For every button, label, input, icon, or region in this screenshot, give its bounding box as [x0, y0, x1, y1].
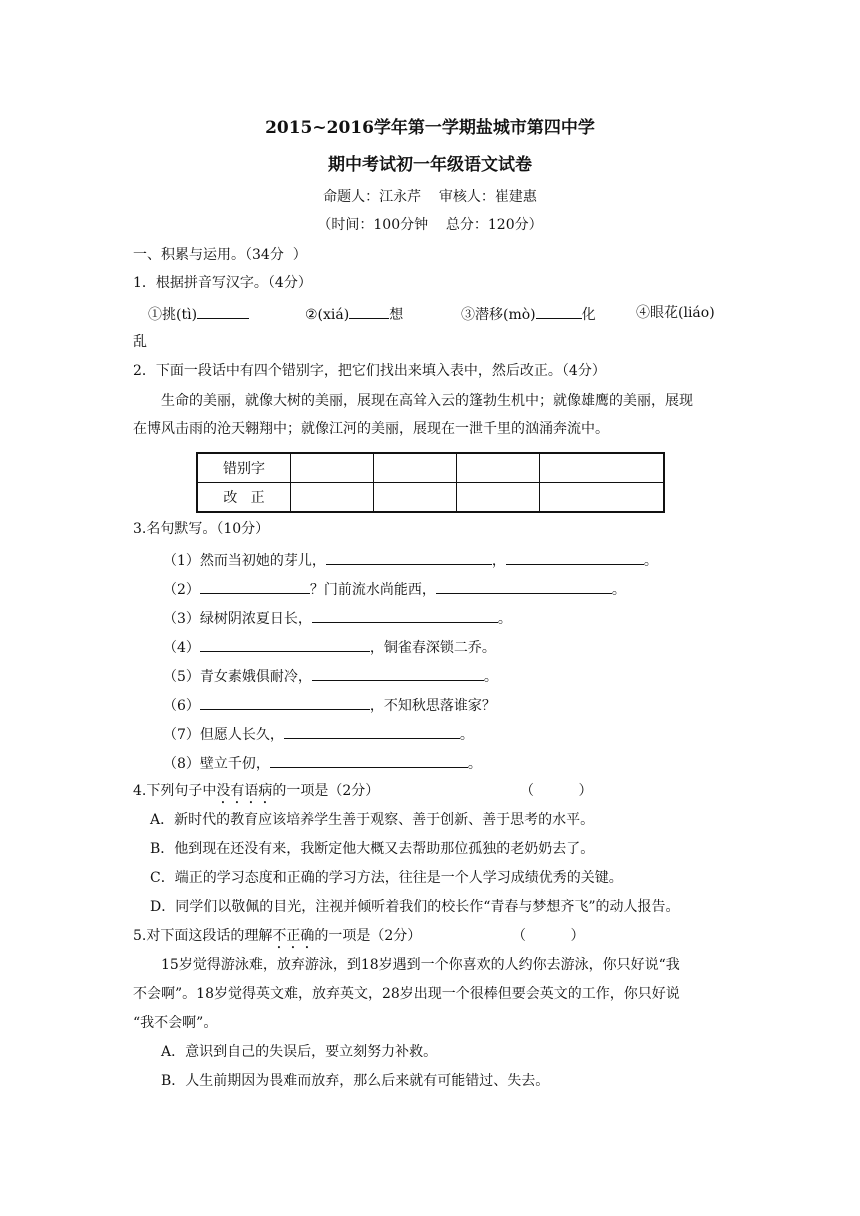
q5-emphasized-phrase: 不正确 — [272, 928, 315, 944]
answer-blank[interactable] — [506, 549, 644, 565]
table-cell[interactable] — [291, 483, 374, 513]
q4-option-c: C．端正的学习态度和正确的学习方法，往往是一个人学习成绩优秀的关键。 — [150, 870, 623, 886]
q4-stem-start: 4.下列句子中 — [133, 783, 217, 799]
exam-time-score: （时间：100分钟 总分：120分） — [317, 217, 543, 233]
question-5-stem — [133, 926, 421, 952]
table-cell[interactable] — [374, 483, 457, 513]
answer-blank[interactable] — [200, 636, 370, 652]
row-label-wrong-chars: 错别字 — [197, 453, 291, 483]
q5-passage-line1: 15岁觉得游泳难，放弃游泳，到18岁遇到一个你喜欢的人约你去游泳，你只好说“我 — [161, 957, 680, 973]
q5-passage-line3: “我不会啊”。 — [133, 1015, 218, 1031]
q5-option-a: A．意识到自己的失误后，要立刻努力补救。 — [161, 1044, 438, 1060]
answer-blank[interactable] — [270, 752, 468, 768]
q1-item-1-label: ①挑(tì) — [148, 307, 198, 323]
q3-line-5 — [163, 665, 498, 687]
q1-item-3 — [461, 303, 596, 325]
q3-line-5-prefix: （5）青女素娥俱耐冷， — [163, 669, 312, 685]
exam-title-line1: 2015~2016学年第一学期盐城市第四中学 — [265, 118, 595, 138]
question-1-stem: 1．根据拼音写汉字。（4分） — [133, 275, 312, 291]
table-cell[interactable] — [291, 453, 374, 483]
q1-item-3-label: ③潜移(mò) — [461, 307, 536, 323]
q3-line-7-end: 。 — [459, 727, 474, 743]
answer-blank[interactable] — [200, 578, 310, 594]
q4-option-d: D．同学们以敬佩的目光，注视并倾听着我们的校长作“青春与梦想齐飞”的动人报告。 — [150, 899, 680, 915]
q4-answer-paren[interactable]: （ ） — [520, 783, 593, 799]
q2-passage-line1: 生命的美丽，就像大树的美丽，展现在高耸入云的篷勃生机中；就像雄鹰的美丽，展现 — [161, 393, 693, 409]
question-4-stem — [133, 781, 379, 807]
answer-blank[interactable] — [312, 607, 498, 623]
q4-option-a: A．新时代的教育应该培养学生善于观察、善于创新、善于思考的水平。 — [150, 812, 595, 828]
q4-stem-end: 的一项是（2分） — [272, 783, 380, 799]
exam-title-line2: 期中考试初一年级语文试卷 — [328, 155, 532, 175]
q3-line-2-middle: ？门前流水尚能西， — [309, 582, 436, 598]
answer-blank[interactable] — [436, 578, 612, 594]
table-row — [197, 453, 664, 483]
q3-line-5-end: 。 — [483, 669, 498, 685]
row-label-correction: 改 正 — [197, 483, 291, 513]
answer-blank[interactable] — [284, 723, 460, 739]
q3-line-1-comma: ， — [491, 553, 506, 569]
q5-stem-end: 的一项是（2分） — [314, 928, 422, 944]
table-cell[interactable] — [457, 453, 540, 483]
q5-stem-start: 5.对下面这段话的理解 — [133, 928, 273, 944]
q3-line-1 — [163, 549, 658, 571]
q3-line-8-end: 。 — [467, 756, 482, 772]
q3-line-2-end: 。 — [611, 582, 626, 598]
q5-passage-line2: 不会啊”。18岁觉得英文难，放弃英文，28岁出现一个很棒但要会英文的工作，你只好说 — [133, 986, 680, 1002]
q3-line-8-prefix: （8）壁立千仞， — [163, 756, 270, 772]
q3-line-3-end: 。 — [497, 611, 512, 627]
exam-authors: 命题人：江永芹 审核人：崔建惠 — [323, 189, 537, 205]
q1-item-2-label: ②(xiá) — [305, 307, 350, 323]
q3-line-3-prefix: （3）绿树阴浓夏日长， — [163, 611, 312, 627]
q3-line-6 — [163, 694, 496, 716]
correction-table — [196, 452, 665, 513]
question-2-stem: 2．下面一段话中有四个错别字，把它们找出来填入表中，然后改正。（4分） — [133, 363, 606, 379]
answer-blank[interactable] — [349, 303, 389, 319]
section-heading: 一、积累与运用。（34分 ） — [133, 247, 307, 263]
q5-answer-paren[interactable]: （ ） — [512, 928, 585, 944]
table-cell[interactable] — [374, 453, 457, 483]
answer-blank[interactable] — [326, 549, 492, 565]
q3-line-6-prefix: （6） — [163, 698, 200, 714]
answer-blank[interactable] — [197, 303, 249, 319]
q3-line-3 — [163, 607, 512, 629]
answer-blank[interactable] — [200, 694, 370, 710]
answer-blank[interactable] — [312, 665, 484, 681]
q3-line-7-prefix: （7）但愿人长久， — [163, 727, 284, 743]
table-cell[interactable] — [457, 483, 540, 513]
q1-item-4: ④眼花(liáo) — [636, 305, 715, 321]
q3-line-8 — [163, 752, 482, 774]
table-cell[interactable] — [540, 453, 665, 483]
table-cell[interactable] — [540, 483, 665, 513]
q5-option-b: B．人生前期因为畏难而放弃，那么后来就有可能错过、失去。 — [161, 1073, 550, 1089]
q1-item-2 — [305, 303, 403, 325]
q3-line-6-end: ，不知秋思落谁家？ — [369, 698, 496, 714]
answer-blank[interactable] — [536, 303, 582, 319]
q3-line-4-end: ，铜雀春深锁二乔。 — [369, 640, 496, 656]
q4-option-b: B．他到现在还没有来，我断定他大概又去帮助那位孤独的老奶奶去了。 — [150, 841, 595, 857]
table-row — [197, 483, 664, 513]
q3-line-2 — [163, 578, 626, 600]
q3-line-1-end: 。 — [643, 553, 658, 569]
q4-emphasized-phrase: 没有语病 — [216, 783, 273, 799]
q1-item-1 — [148, 303, 249, 325]
q1-item-2-suffix: 想 — [389, 307, 404, 323]
q3-line-2-prefix: （2） — [163, 582, 200, 598]
question-3-stem: 3.名句默写。（10分） — [133, 521, 270, 537]
q2-passage-line2: 在博风击雨的沧天翱翔中；就像江河的美丽，展现在一泄千里的汹涌奔流中。 — [133, 421, 609, 437]
q3-line-4 — [163, 636, 496, 658]
q1-item-4-continued: 乱 — [133, 334, 147, 350]
q1-item-3-suffix: 化 — [581, 307, 596, 323]
q3-line-1-prefix: （1）然而当初她的芽儿， — [163, 553, 326, 569]
q3-line-4-prefix: （4） — [163, 640, 200, 656]
q3-line-7 — [163, 723, 474, 745]
